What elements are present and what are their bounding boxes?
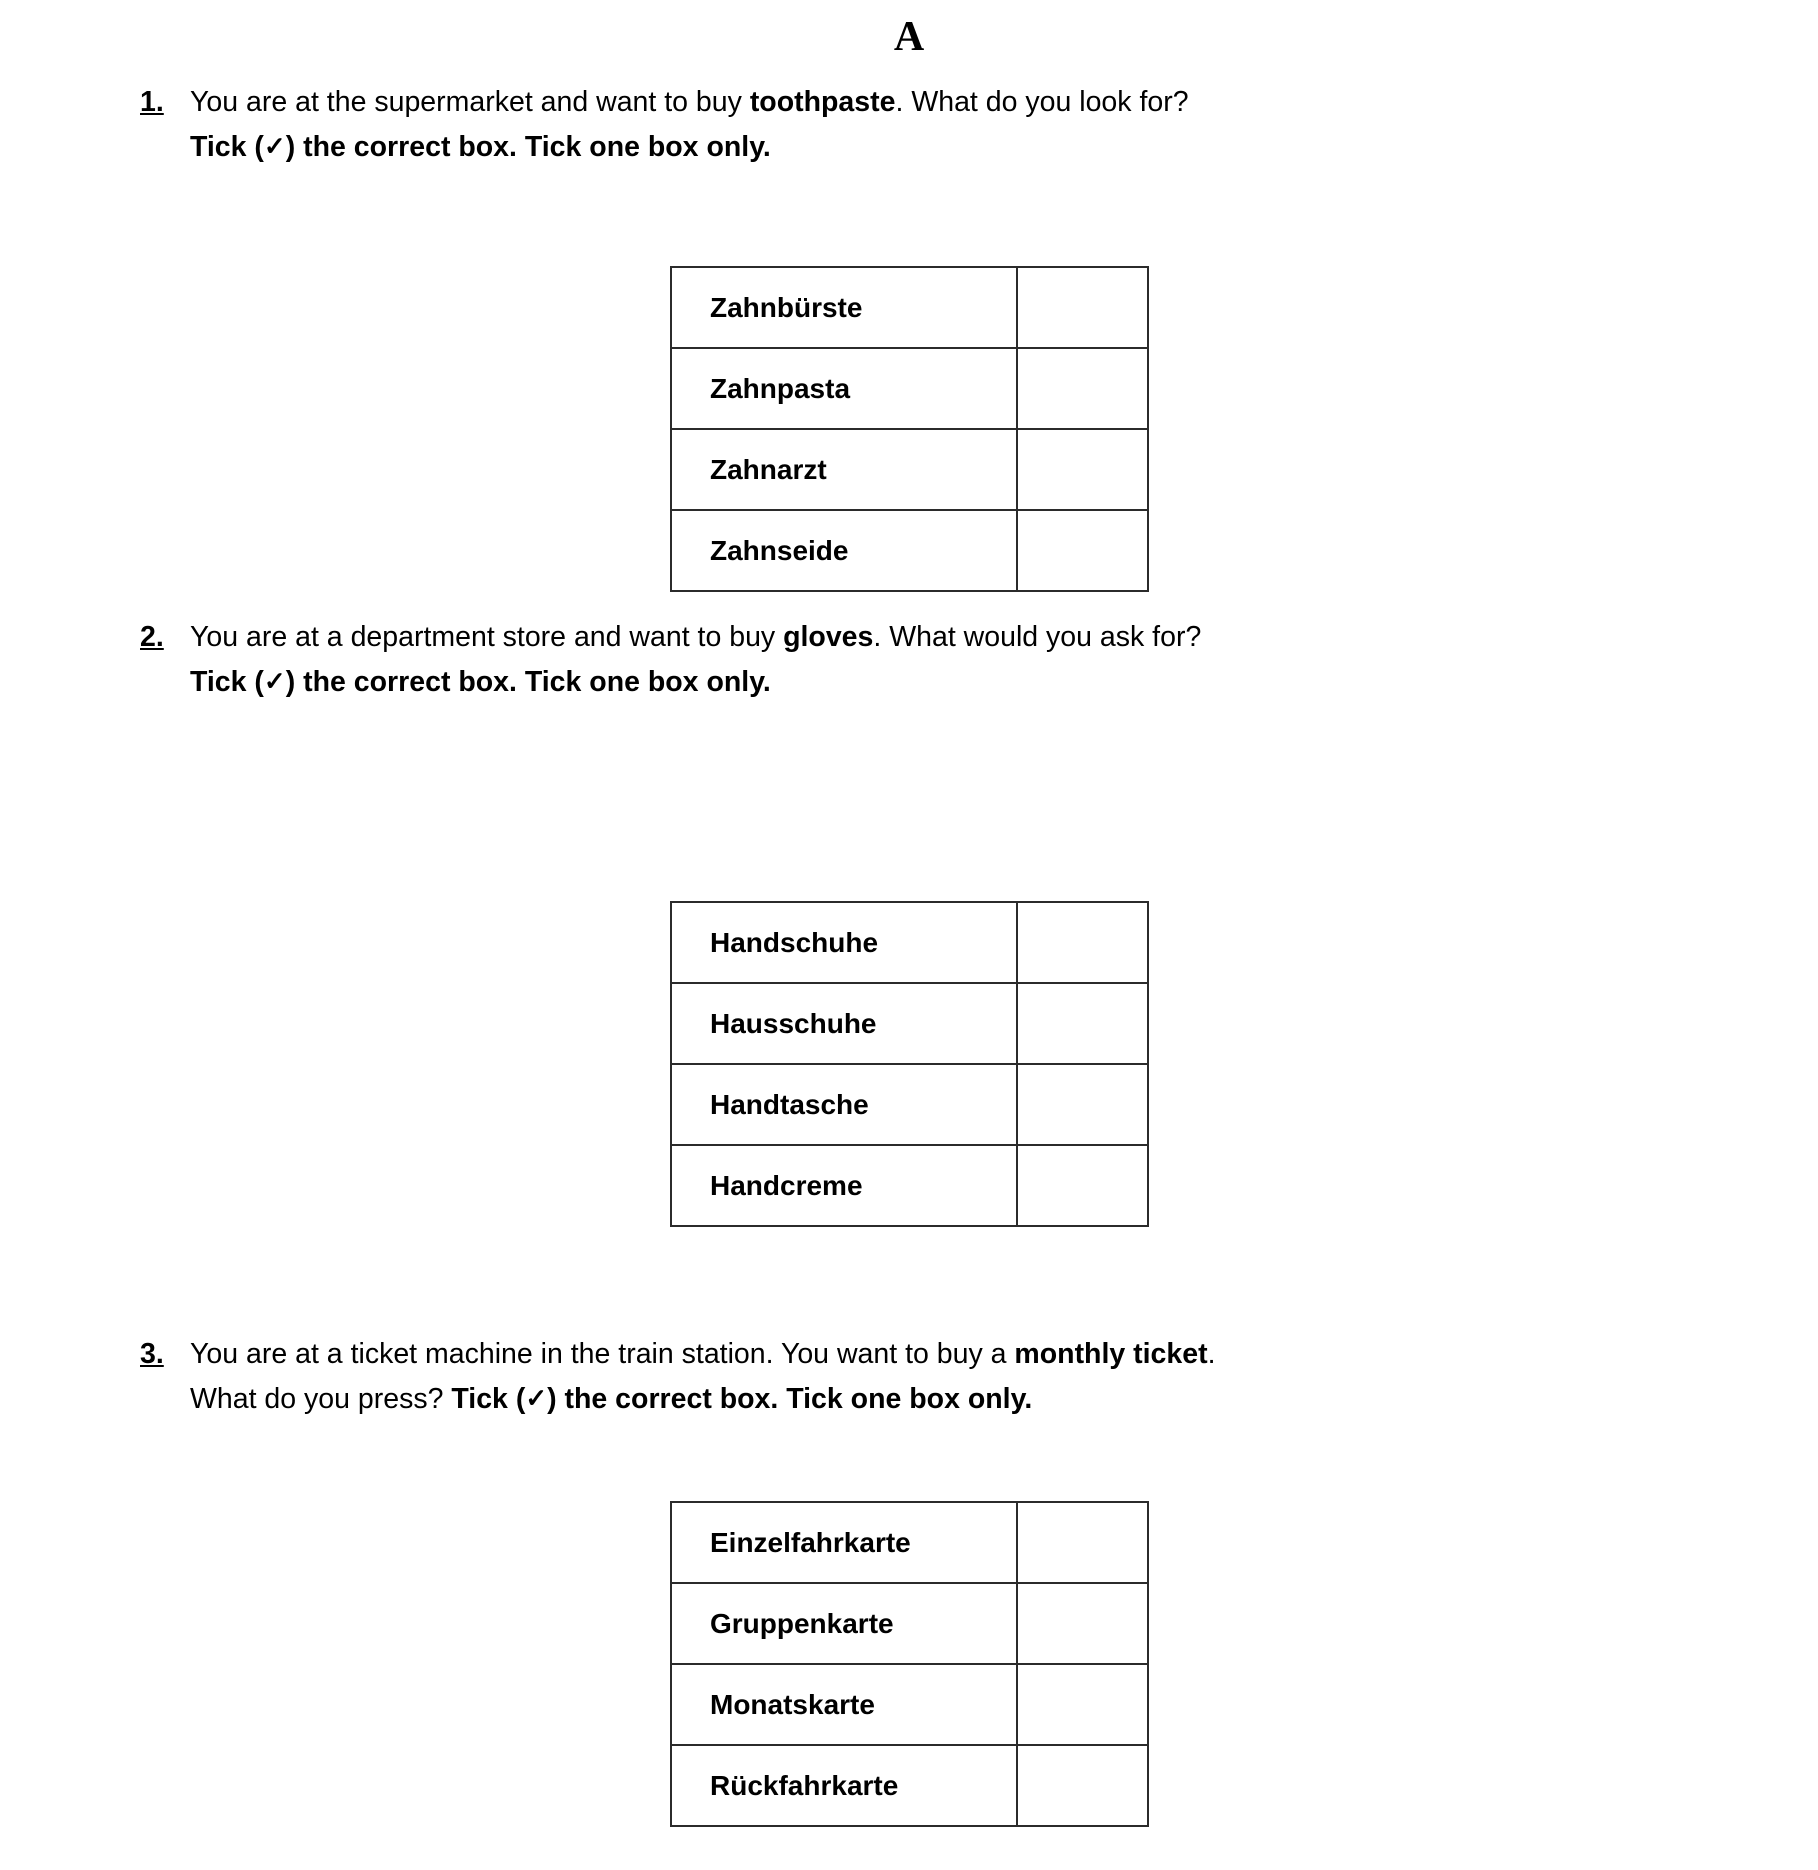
option-label: Gruppenkarte <box>671 1583 1017 1664</box>
table-row <box>671 1502 1148 1583</box>
tick-box[interactable] <box>1017 983 1148 1064</box>
question-3 <box>140 1332 1460 1422</box>
option-label: Handtasche <box>671 1064 1017 1145</box>
option-label: Zahnseide <box>671 510 1017 591</box>
option-label: Handcreme <box>671 1145 1017 1226</box>
table-row <box>671 348 1148 429</box>
table-row <box>671 267 1148 348</box>
question-3-line1-post: . <box>1207 1338 1216 1370</box>
question-3-tick-post: ) the correct box. Tick one box only. <box>547 1383 1033 1415</box>
options-table-3 <box>670 1501 1149 1827</box>
tick-box[interactable] <box>1017 1664 1148 1745</box>
checkmark-icon: ✓ <box>263 666 286 696</box>
question-3-line-2 <box>190 1377 1460 1422</box>
option-label: Monatskarte <box>671 1664 1017 1745</box>
table-row <box>671 1145 1148 1226</box>
question-1 <box>140 80 1460 170</box>
options-table-2 <box>670 901 1149 1227</box>
question-1-number: 1. <box>140 86 164 118</box>
table-row <box>671 1064 1148 1145</box>
options-table-1 <box>670 266 1149 592</box>
question-1-line1-post: . What do you look for? <box>895 86 1189 118</box>
table-row <box>671 1745 1148 1826</box>
question-1-tick-pre: Tick ( <box>190 131 264 163</box>
question-1-tick-post: ) the correct box. Tick one box only. <box>285 131 771 163</box>
table-row <box>671 1664 1148 1745</box>
option-label: Zahnbürste <box>671 267 1017 348</box>
question-2-line1-post: . What would you ask for? <box>873 621 1202 653</box>
table-row <box>671 902 1148 983</box>
tick-box[interactable] <box>1017 1064 1148 1145</box>
option-label: Rückfahrkarte <box>671 1745 1017 1826</box>
question-2-keyword: gloves <box>783 621 874 653</box>
question-2-number: 2. <box>140 621 164 653</box>
option-label: Handschuhe <box>671 902 1017 983</box>
tick-box[interactable] <box>1017 429 1148 510</box>
question-3-text <box>190 1332 1460 1422</box>
option-label: Einzelfahrkarte <box>671 1502 1017 1583</box>
question-1-keyword: toothpaste <box>749 86 896 118</box>
tick-box[interactable] <box>1017 1583 1148 1664</box>
tick-box[interactable] <box>1017 1745 1148 1826</box>
tick-box[interactable] <box>1017 1145 1148 1226</box>
question-3-tick-pre: Tick ( <box>451 1383 526 1415</box>
question-3-line2-plain: What do you press? <box>190 1383 452 1415</box>
question-1-line1-pre: You are at the supermarket and want to buy <box>190 86 750 118</box>
tick-box[interactable] <box>1017 348 1148 429</box>
table-row <box>671 510 1148 591</box>
question-2-text <box>190 615 1460 705</box>
question-1-line-1 <box>190 80 1460 125</box>
option-label: Zahnpasta <box>671 348 1017 429</box>
question-2-tick-post: ) the correct box. Tick one box only. <box>285 666 771 698</box>
checkmark-icon: ✓ <box>263 131 286 161</box>
tick-box[interactable] <box>1017 510 1148 591</box>
table-row <box>671 1583 1148 1664</box>
table-row <box>671 983 1148 1064</box>
question-2 <box>140 615 1460 705</box>
question-3-line1-pre: You are at a ticket machine in the train station. You want to buy a <box>190 1338 1015 1370</box>
checkmark-icon: ✓ <box>525 1383 548 1413</box>
question-2-line-1 <box>190 615 1460 660</box>
option-label: Hausschuhe <box>671 983 1017 1064</box>
question-1-text <box>190 80 1460 170</box>
question-1-line-2 <box>190 125 1460 170</box>
section-heading: A <box>893 14 925 60</box>
question-2-line1-pre: You are at a department store and want to buy <box>190 621 784 653</box>
question-3-keyword: monthly ticket <box>1014 1338 1208 1370</box>
table-row <box>671 429 1148 510</box>
question-2-tick-pre: Tick ( <box>190 666 264 698</box>
tick-box[interactable] <box>1017 1502 1148 1583</box>
tick-box[interactable] <box>1017 267 1148 348</box>
question-2-line-2 <box>190 660 1460 705</box>
tick-box[interactable] <box>1017 902 1148 983</box>
question-3-number: 3. <box>140 1338 164 1370</box>
option-label: Zahnarzt <box>671 429 1017 510</box>
question-3-line-1 <box>190 1332 1460 1377</box>
